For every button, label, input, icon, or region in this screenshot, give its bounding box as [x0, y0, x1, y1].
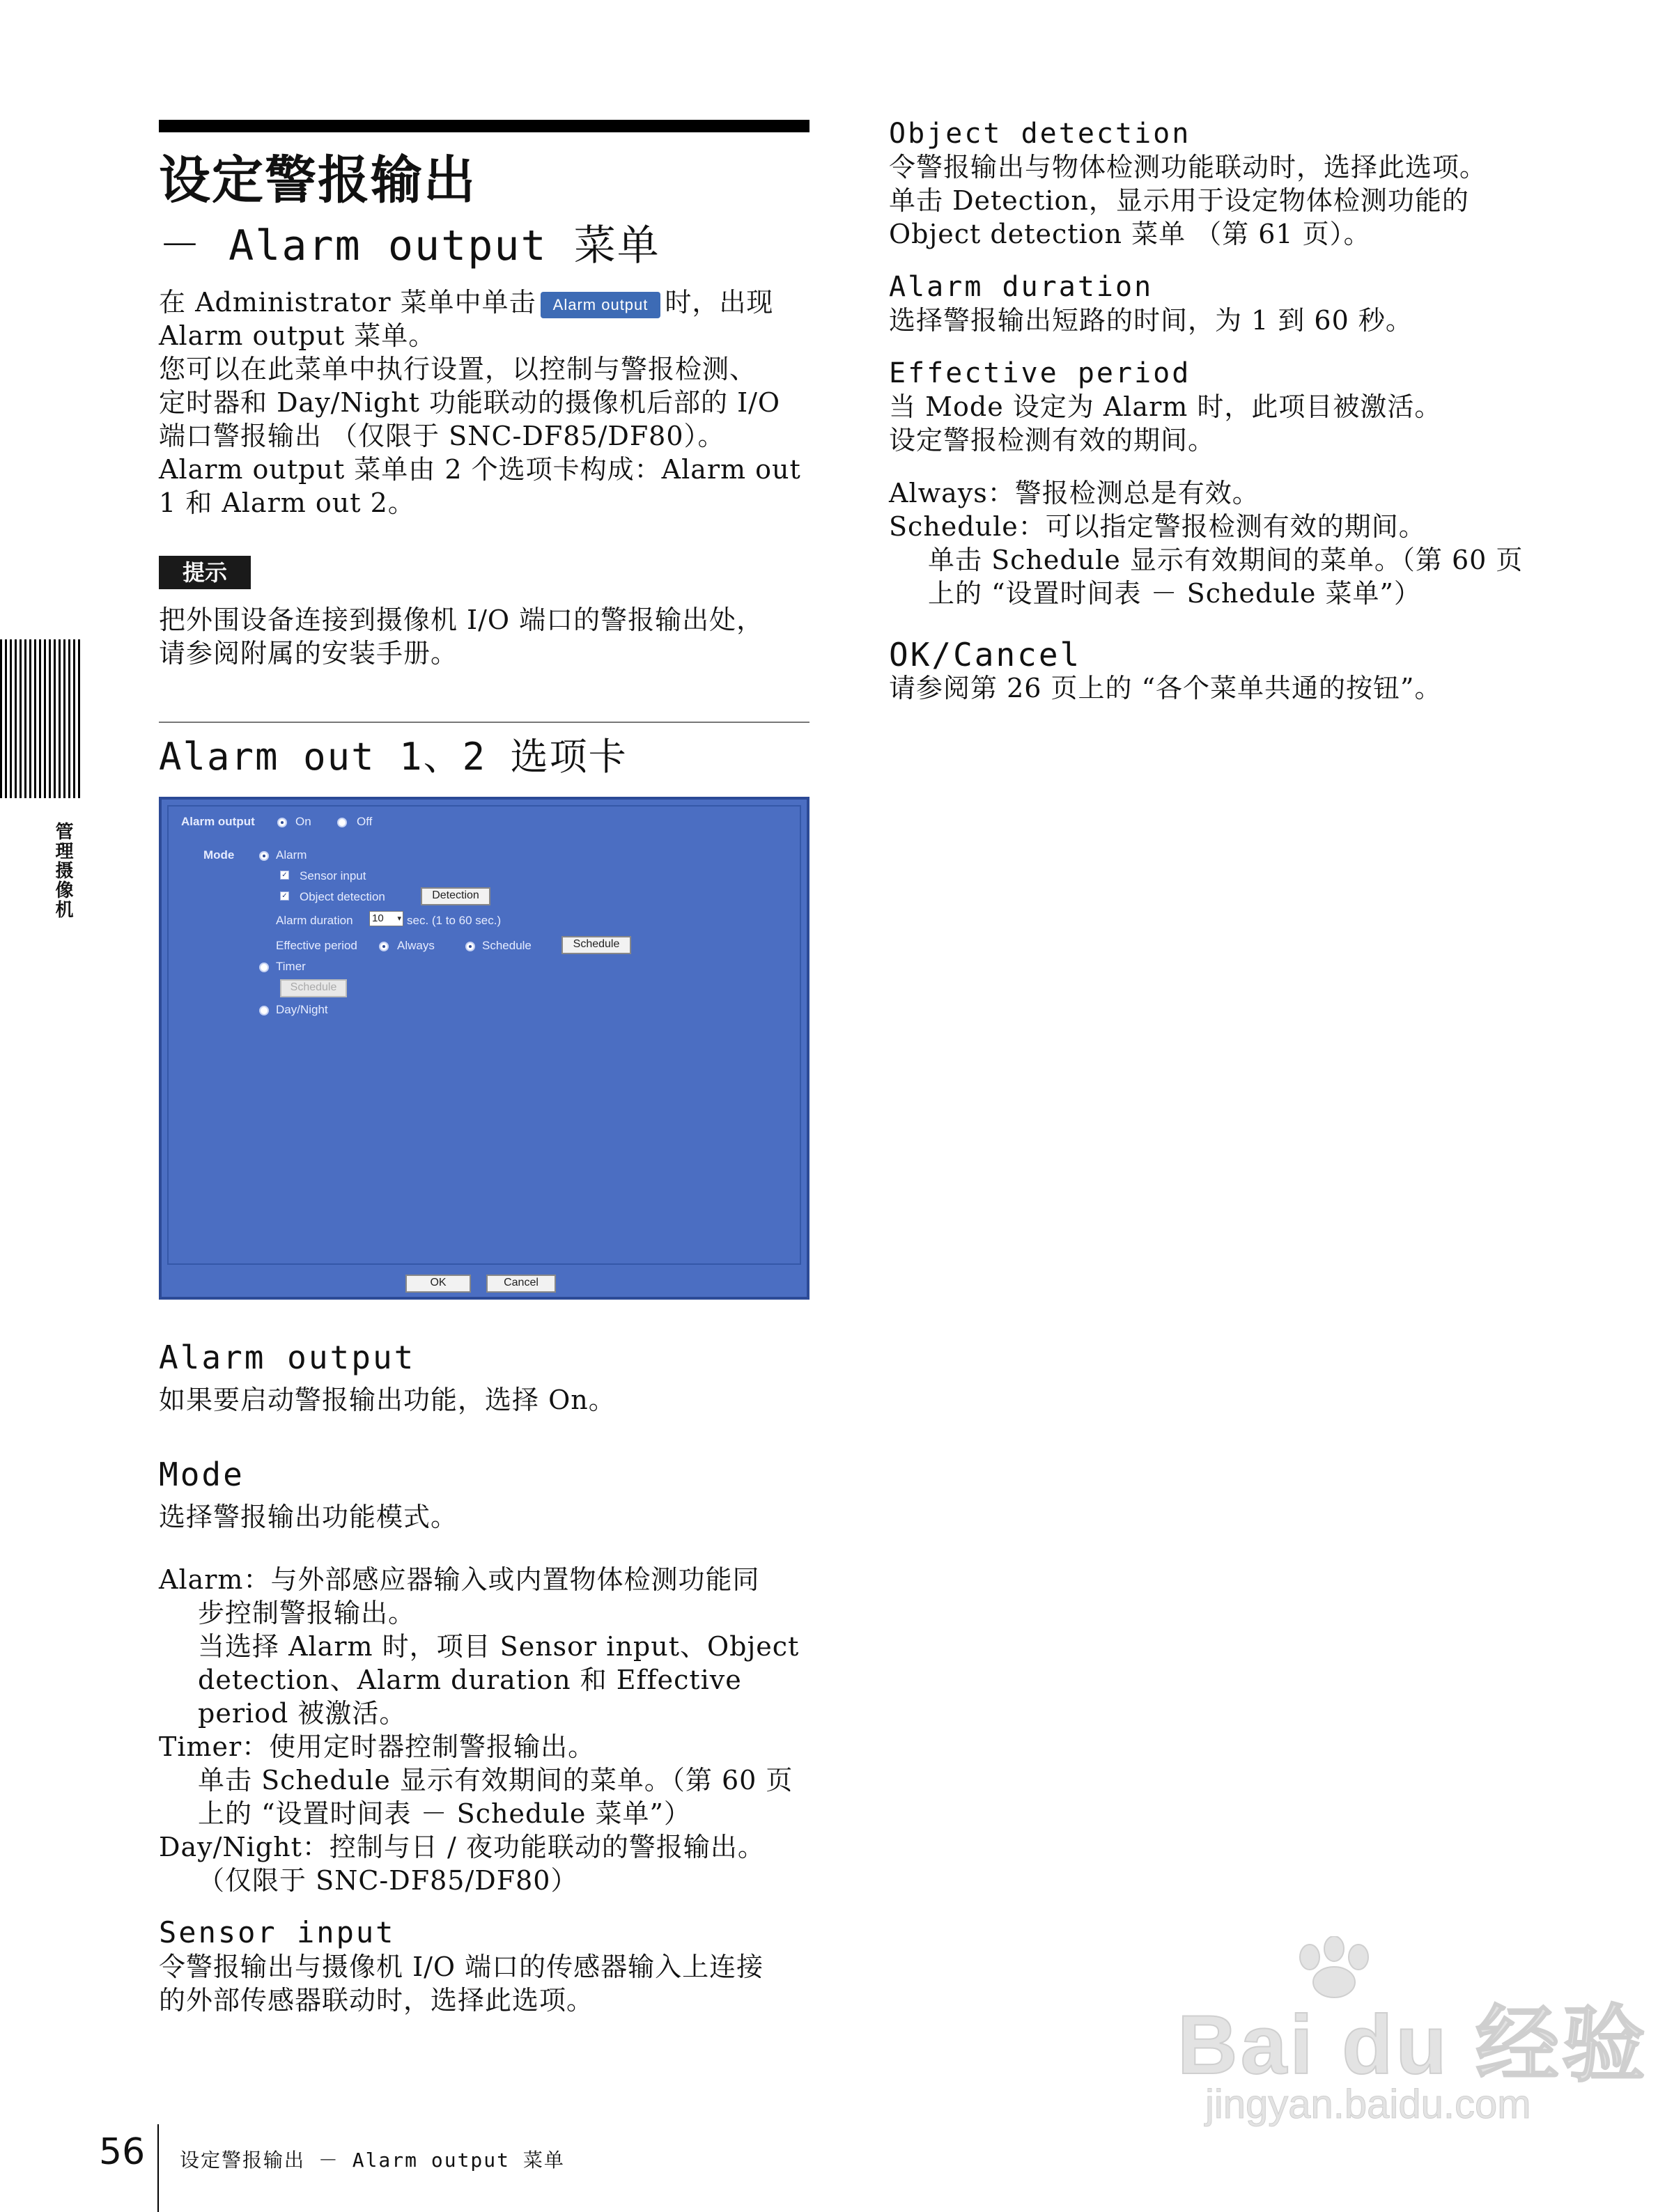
object-detection-section [889, 117, 1620, 251]
intro-line [159, 286, 821, 319]
intro-line: Alarm output 菜单由 2 个选项卡构成：Alarm out [159, 454, 801, 485]
mode-heading: Mode [159, 1456, 245, 1493]
side-tab-label: 管理摄像机 [52, 822, 73, 919]
mode-alarm-radio[interactable] [259, 851, 269, 861]
mode-option-line: （仅限于 SNC-DF85/DF80） [198, 1865, 578, 1896]
mode-option-line: Day/Night：控制与日 / 夜功能联动的警报输出。 [159, 1832, 765, 1862]
mode-option-line: 当选择 Alarm 时，项目 Sensor input、Object [198, 1631, 800, 1662]
sensor-input-label: Sensor input [300, 869, 366, 882]
effective-schedule-radio[interactable] [465, 942, 475, 951]
detection-button[interactable]: Detection [421, 887, 490, 905]
hint-line: 把外围设备连接到摄像机 I/O 端口的警报输出处， [159, 605, 764, 635]
object-detection-label: Object detection [300, 890, 385, 903]
side-tab-stripes [0, 639, 81, 798]
mode-option-line: period 被激活。 [198, 1698, 407, 1729]
hint-text [159, 603, 821, 670]
always-schedule-section [889, 476, 1620, 610]
effective-period-line: 设定警报检测有效的期间。 [889, 425, 1216, 455]
alarm-label: Alarm [276, 848, 307, 862]
effective-always-radio[interactable] [379, 942, 389, 951]
section-title: Alarm out 1、2 选项卡 [159, 735, 628, 779]
mode-option-line: 上的 “设置时间表 － Schedule 菜单”） [198, 1798, 691, 1829]
screenshot-button-bar [162, 1269, 807, 1297]
ok-cancel-line: 请参阅第 26 页上的 “各个菜单共通的按钮”。 [889, 673, 1442, 703]
footer-rule [157, 2124, 159, 2212]
always-schedule-text [889, 476, 1620, 610]
intro-line: 定时器和 Day/Night 功能联动的摄像机后部的 I/O [159, 387, 781, 418]
hint-line: 请参阅附属的安装手册。 [159, 638, 458, 669]
object-detection-text [889, 150, 1620, 251]
alarm-duration-text [889, 304, 1620, 337]
chevron-down-icon: ▾ [397, 914, 401, 923]
alarm-duration-select[interactable] [369, 911, 403, 926]
section-rule [159, 722, 809, 723]
effective-period-label: Effective period [276, 939, 357, 952]
effective-schedule-button[interactable]: Schedule [561, 936, 631, 954]
always-label: Always [397, 939, 435, 952]
object-detection-line: 单击 Detection，显示用于设定物体检测功能的 [889, 185, 1469, 216]
always-schedule-line: Schedule：可以指定警报检测有效的期间。 [889, 511, 1426, 542]
intro-line-pre: 在 Administrator 菜单中单击 [159, 287, 536, 318]
intro-line: 1 和 Alarm out 2。 [159, 488, 415, 518]
mode-timer-radio[interactable] [259, 963, 269, 972]
mode-option-line: 步控制警报输出。 [198, 1598, 416, 1628]
effective-period-section [889, 357, 1620, 457]
object-detection-heading: Object detection [889, 118, 1191, 150]
alarm-output-menu-button: Alarm output [541, 292, 661, 318]
screenshot-frame [167, 805, 801, 1265]
page-title: 设定警报输出 [159, 150, 477, 210]
right-column [889, 117, 1620, 724]
intro-line: Alarm output 菜单。 [159, 320, 436, 351]
object-detection-line: Object detection 菜单 （第 61 页）。 [889, 219, 1371, 249]
on-label: On [295, 815, 311, 828]
sensor-input-line: 令警报输出与摄像机 I/O 端口的传感器输入上连接 [159, 1952, 764, 1982]
alarm-duration-value: 10 [372, 912, 384, 924]
intro-paragraph [159, 286, 821, 520]
mode-options-list [159, 1563, 821, 1897]
object-detection-checkbox[interactable]: ✓ [280, 891, 289, 901]
sensor-input-checkbox[interactable]: ✓ [280, 871, 289, 880]
ok-cancel-text [889, 671, 1620, 705]
alarm-duration-heading: Alarm duration [889, 271, 1154, 303]
sensor-input-line: 的外部传感器联动时，选择此选项。 [159, 1985, 594, 2016]
alarm-duration-line: 选择警报输出短路的时间，为 1 到 60 秒。 [889, 305, 1413, 336]
ok-cancel-section [889, 638, 1620, 705]
effective-period-heading: Effective period [889, 357, 1191, 389]
sensor-input-text [159, 1950, 764, 2017]
mode-text: 选择警报输出功能模式。 [159, 1502, 458, 1532]
ok-button[interactable]: OK [405, 1275, 471, 1293]
alarm-output-on-radio[interactable] [277, 818, 287, 827]
mode-day-night-radio[interactable] [259, 1006, 269, 1015]
day-night-label: Day/Night [276, 1003, 328, 1016]
always-schedule-line: 单击 Schedule 显示有效期间的菜单。（第 60 页 [928, 545, 1524, 575]
object-detection-line: 令警报输出与物体检测功能联动时，选择此选项。 [889, 152, 1487, 182]
intro-line: 您可以在此菜单中执行设置，以控制与警报检测、 [159, 354, 757, 384]
page-number: 56 [99, 2131, 146, 2173]
alarm-duration-hint: sec. (1 to 60 sec.) [407, 914, 502, 927]
page-subtitle: － Alarm output 菜单 [159, 221, 660, 270]
always-schedule-line: 上的 “设置时间表 － Schedule 菜单”） [928, 578, 1421, 609]
intro-line-post: 时，出现 [665, 287, 774, 318]
alarm-duration-section [889, 270, 1620, 337]
timer-label: Timer [276, 960, 306, 973]
watermark-brand: Bai du 经验 [1177, 1998, 1649, 2092]
effective-period-text [889, 390, 1620, 457]
always-schedule-line: Always：警报检测总是有效。 [889, 478, 1260, 508]
top-rule [159, 120, 809, 132]
alarm-output-off-radio[interactable] [337, 818, 347, 827]
mode-option-line: Alarm：与外部感应器输入或内置物体检测功能同 [159, 1564, 760, 1595]
alarm-output-screenshot [159, 797, 809, 1300]
sensor-input-heading: Sensor input [159, 1915, 396, 1949]
intro-line: 端口警报输出 （仅限于 SNC-DF85/DF80）。 [159, 421, 725, 451]
alarm-duration-label: Alarm duration [276, 914, 353, 927]
alarm-output-text: 如果要启动警报输出功能，选择 On。 [159, 1385, 616, 1415]
baidu-watermark [1177, 1936, 1649, 2145]
alarm-output-label: Alarm output [181, 815, 255, 828]
alarm-output-heading: Alarm output [159, 1339, 416, 1376]
schedule-label: Schedule [482, 939, 532, 952]
timer-schedule-button[interactable]: Schedule [280, 979, 347, 997]
mode-label: Mode [203, 848, 235, 862]
watermark-url: jingyan.baidu.com [1205, 2082, 1531, 2127]
cancel-button[interactable]: Cancel [486, 1275, 556, 1293]
mode-option-line: Timer：使用定时器控制警报输出。 [159, 1731, 596, 1762]
off-label: Off [357, 815, 373, 828]
mode-option-line: detection、Alarm duration 和 Effective [198, 1665, 742, 1695]
mode-option-line: 单击 Schedule 显示有效期间的菜单。（第 60 页 [198, 1765, 793, 1796]
effective-period-line: 当 Mode 设定为 Alarm 时，此项目被激活。 [889, 391, 1442, 422]
hint-badge: 提示 [159, 556, 251, 589]
ok-cancel-heading: OK/Cancel [889, 636, 1082, 673]
footer-text: 设定警报输出 － Alarm output 菜单 [180, 2149, 565, 2172]
